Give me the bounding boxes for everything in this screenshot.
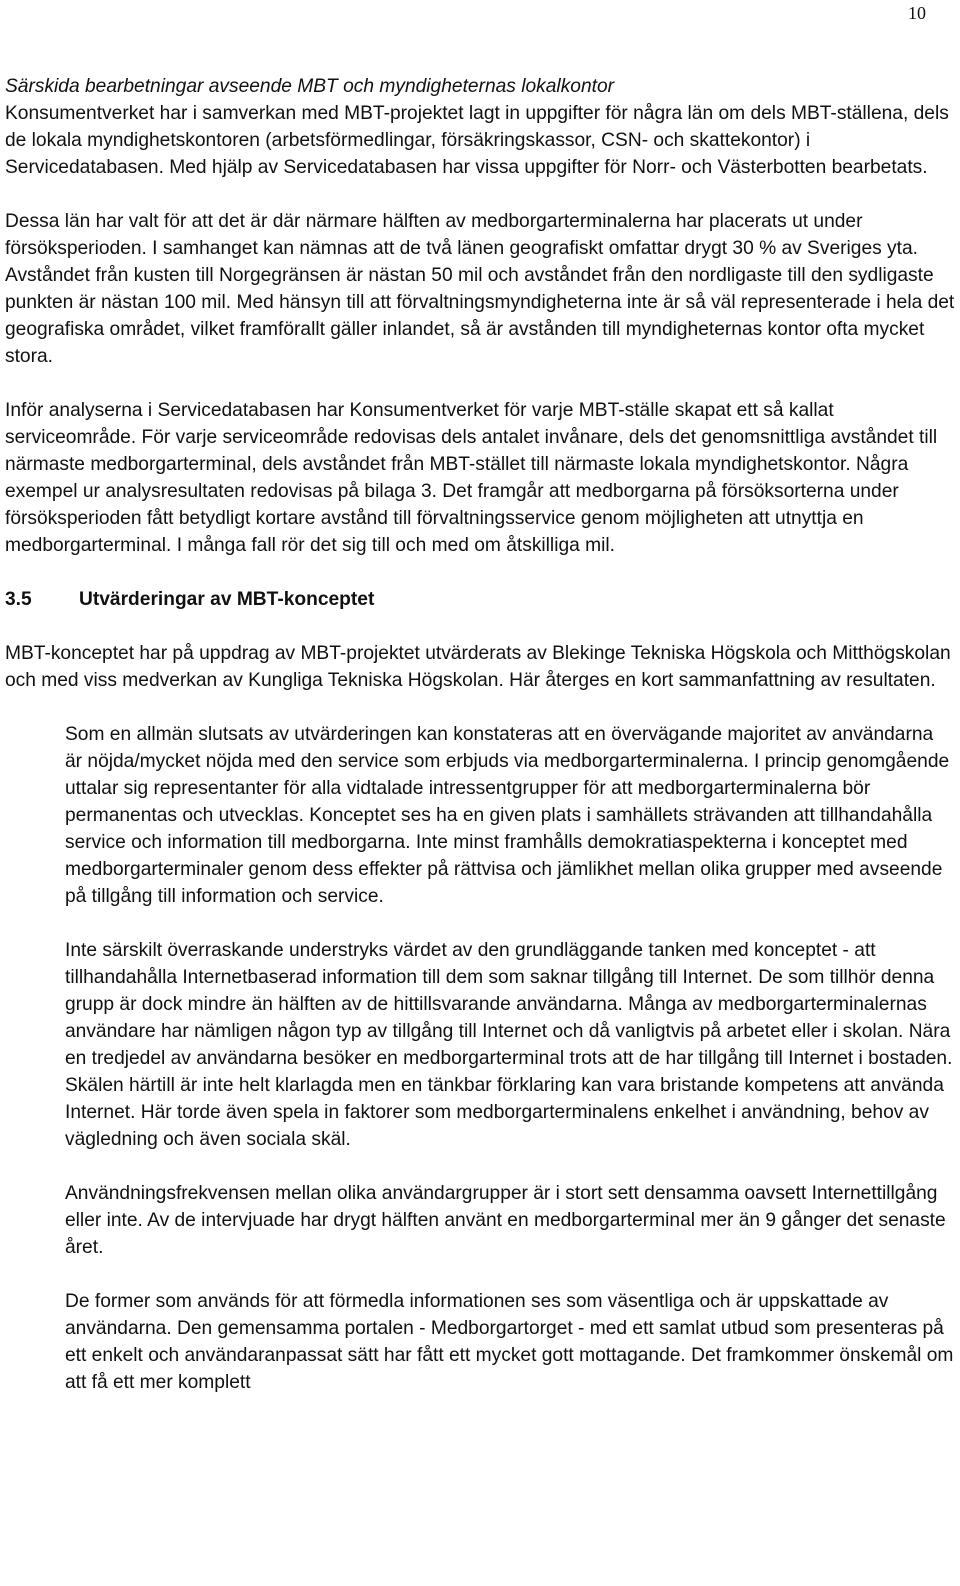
section-title: Utvärderingar av MBT-konceptet	[79, 589, 375, 610]
section-heading	[5, 586, 957, 613]
quoted-paragraph: De former som används för att förmedla informationen ses som väsentliga och är uppskattade av användarna. Den gemensamma portalen - Medborgartorget - med ett samlat utbud som presenteras på ett enkelt och användaranpassat sätt har fått ett mycket gott mottagande. Det framkommer önskemål om att få ett mer komplett	[65, 1291, 954, 1393]
quoted-paragraph: Användningsfrekvensen mellan olika användargrupper är i stort sett densamma oavsett Internettillgång eller inte. Av de intervjuade har drygt hälften använt en medborgarterminal mer än 9 gånger det senaste året.	[65, 1183, 946, 1258]
document-body	[5, 73, 957, 1423]
section-number: 3.5	[5, 589, 32, 610]
quoted-paragraph: Som en allmän slutsats av utvärderingen kan konstateras att en övervägande majoritet av användarna är nöjda/mycket nöjda med den service som erbjuds via medborgarterminalerna. I princip genomgående uttalar sig representanter för alla vidtalade intressentgrupper för att medborgarterminalerna bör permanentas och utvecklas. Konceptet ses ha en given plats i samhällets strävanden att tillhandahålla service och information till medborgarna. Inte minst framhålls demokratiaspekterna i konceptet med medborgarterminaler genom dess effekter på rättvisa och jämlikhet mellan olika grupper med avseende på tillgång till information och service.	[65, 724, 950, 907]
intro-paragraph: Konsumentverket har i samverkan med MBT-projektet lagt in uppgifter för några län om dels MBT-ställena, dels de lokala myndighetskontoren (arbetsförmedlingar, försäkringskassor, CSN- och skattekontor) i Servicedatabasen. Med hjälp av Servicedatabasen har vissa uppgifter för Norr- och Västerbotten bearbetats.	[5, 103, 949, 178]
paragraph-service-area: Inför analyserna i Servicedatabasen har Konsumentverket för varje MBT-ställe skapat ett så kallat serviceområde. För varje serviceområde redovisas dels antalet invånare, dels det genomsnittliga avståndet till närmaste medborgarterminal, dels avståndet från MBT-stället till närmaste lokala myndighetskontor. Några exempel ur analysresultaten redovisas på bilaga 3. Det framgår att medborgarna på försöksorterna under försöksperioden fått betydligt kortare avstånd till förvaltningsservice genom möjligheten att utnyttja en medborgarterminal. I många fall rör det sig till och med om åtskilliga mil.	[5, 400, 938, 556]
quoted-paragraph: Inte särskilt överraskande understryks värdet av den grundläggande tanken med konceptet - att tillhandahålla Internetbaserad information till dem som saknar tillgång till Internet. De som tillhör denna grupp är dock mindre än hälften av de hittillsvarande användarna. Många av medborgarterminalernas användare har nämligen någon typ av tillgång till Internet och då vanligtvis på arbetet eller i skolan. Nära en tredjedel av användarna besöker en medborgarterminal trots att de har tillgång till Internet i bostaden. Skälen härtill är inte helt klarlagda men en tänkbar förklaring kan vara bristande kompetens att använda Internet. Här torde även spela in faktorer som medborgarterminalens enkelhet i användning, behov av vägledning och även sociala skäl.	[65, 940, 953, 1150]
paragraph-regions: Dessa län har valt för att det är där närmare hälften av medborgarterminalerna har placerats ut under försöksperioden. I samhanget kan nämnas att de två länen geografiskt omfattar drygt 30 % av Sveriges yta. Avståndet från kusten till Norgegränsen är nästan 50 mil och avståndet från den nordligaste till den sydligaste punkten är nästan 100 mil. Med hänsyn till att förvaltningsmyndigheterna inte är så väl representerade i hela det geografiska området, vilket framförallt gäller inlandet, så är avstånden till myndigheternas kontor ofta mycket stora.	[5, 211, 955, 367]
intro-heading: Särskida bearbetningar avseende MBT och myndigheternas lokalkontor	[5, 76, 615, 97]
section-intro: MBT-konceptet har på uppdrag av MBT-projektet utvärderats av Blekinge Tekniska Högskola och Mitthögskolan och med viss medverkan av Kungliga Tekniska Högskolan. Här återges en kort sammanfattning av resultaten.	[5, 643, 951, 691]
page-number: 10	[908, 3, 926, 23]
evaluation-summary	[5, 721, 955, 1396]
